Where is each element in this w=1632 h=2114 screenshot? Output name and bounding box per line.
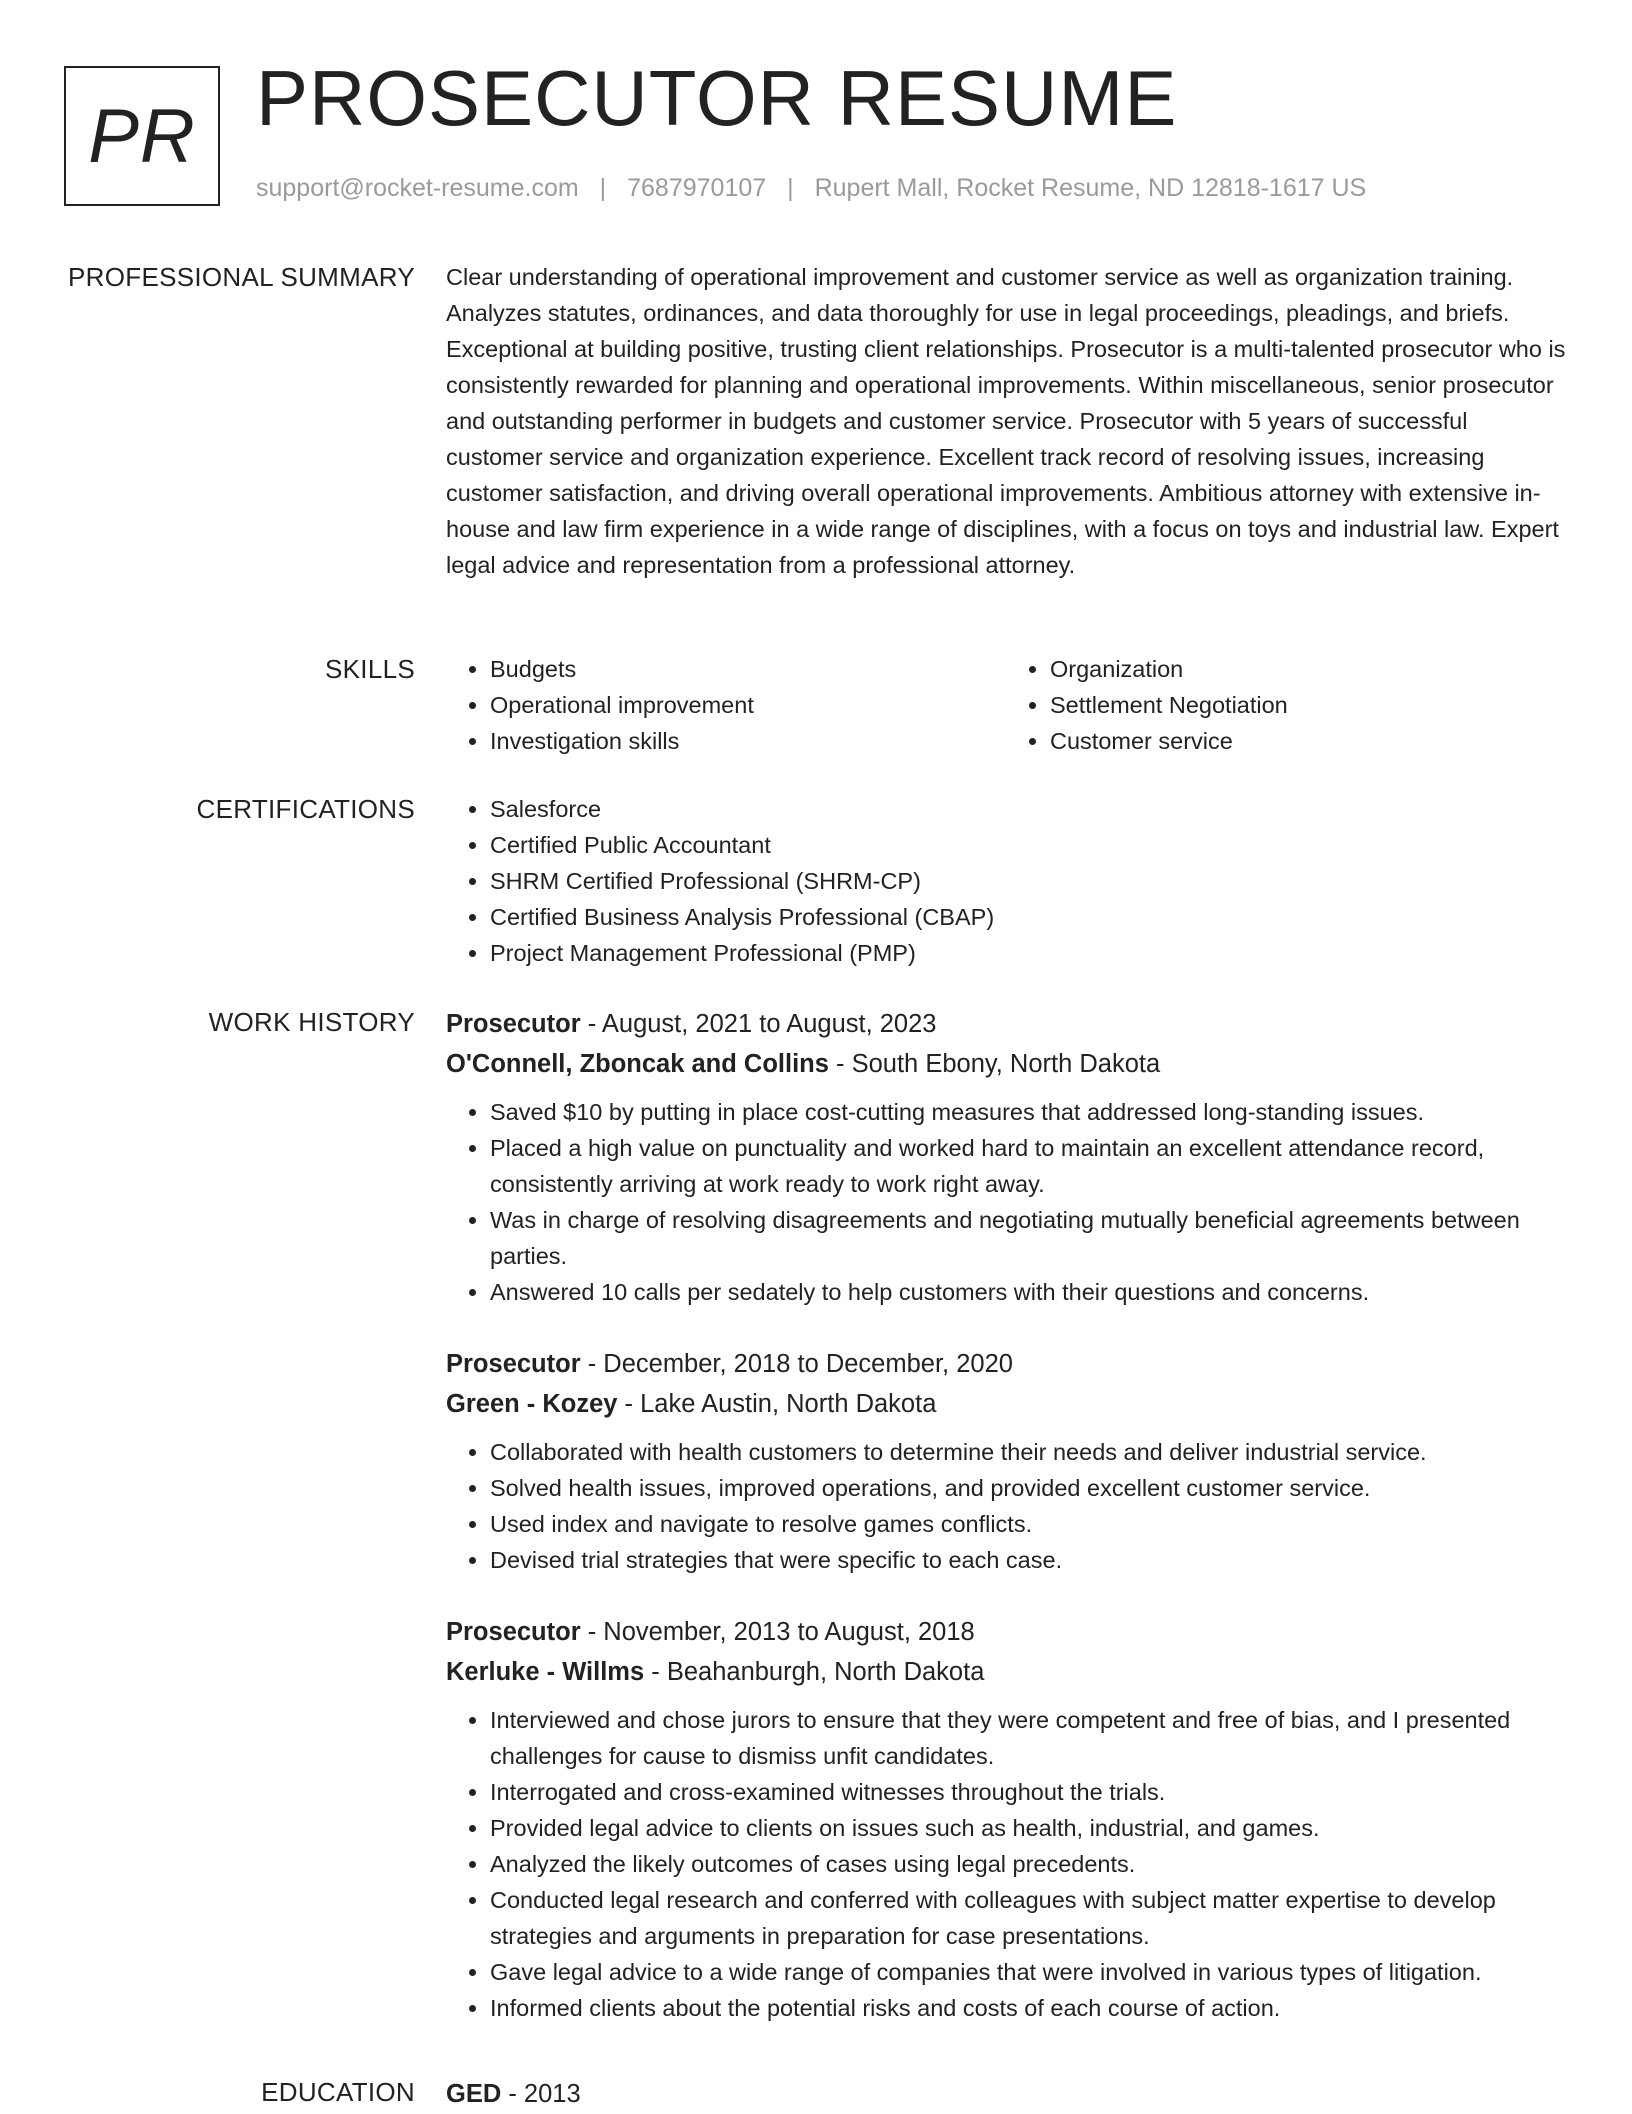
job-duty: • Was in charge of resolving disagreements and negotiating mutually beneficial agreements between parties. [490, 1202, 1566, 1274]
certification-item: • Certified Business Analysis Professional (CBAP) [490, 899, 1566, 935]
job-company-line [446, 1652, 1566, 1692]
skills-list-right [1006, 651, 1566, 759]
job-company: O'Connell, Zboncak and Collins [446, 1050, 829, 1078]
skill-item: • Customer service [1050, 723, 1566, 759]
skills-list-left [446, 651, 1006, 759]
education-line [446, 2074, 1566, 2114]
job-title-line [446, 1344, 1566, 1384]
job-duty: • Used index and navigate to resolve games conflicts. [490, 1506, 1566, 1542]
contact-line [256, 174, 1366, 203]
section-label-certifications: CERTIFICATIONS [196, 794, 415, 824]
education-year: - 2013 [501, 2080, 581, 2108]
contact-separator: | [599, 174, 607, 202]
job-duty: • Informed clients about the potential risks and costs of each course of action. [490, 1990, 1566, 2026]
summary-body [446, 259, 1566, 583]
contact-separator: | [787, 174, 794, 202]
skill-item: • Investigation skills [490, 723, 1006, 759]
job-location: - South Ebony, North Dakota [828, 1050, 1161, 1078]
job-dates: - November, 2013 to August, 2018 [580, 1618, 975, 1646]
summary-text: Clear understanding of operational improvement and customer service as well as organization training. Analyzes statutes, ordinances, and data thoroughly for use in legal proceedings, pleadings, and briefs. Exceptional at building positive, trusting client relationships. Prosecutor is a multi-talented prosecutor who is consistently rewarded for planning and operational improvements. Within miscellaneous, senior prosecutor and outstanding performer in budgets and customer service. Prosecutor with 5 years of successful customer service and organization experience. Excellent track record of resolving issues, increasing customer satisfaction, and driving overall operational improvements. Ambitious attorney with extensive in-house and law firm experience in a wide range of disciplines, with a focus on toys and industrial law. Expert legal advice and representation from a professional attorney. [446, 264, 1566, 578]
job-duty: • Placed a high value on punctuality and worked hard to maintain an excellent attendance record, consistently arriving at work ready to work right away. [490, 1130, 1566, 1202]
education-degree: GED [446, 2080, 502, 2108]
job-duty: • Provided legal advice to clients on issues such as health, industrial, and games. [490, 1810, 1566, 1846]
job-duty: • Devised trial strategies that were specific to each case. [490, 1542, 1566, 1578]
contact-email[interactable]: support@rocket-resume.com [256, 174, 579, 202]
section-label-education: EDUCATION [261, 2077, 415, 2107]
job-duty: • Gave legal advice to a wide range of companies that were involved in various types of litigation. [490, 1954, 1566, 1990]
section-label-skills: SKILLS [325, 654, 415, 684]
job-company-line [446, 1384, 1566, 1424]
resume-title: PROSECUTOR RESUME [256, 54, 1178, 142]
certification-item: • SHRM Certified Professional (SHRM-CP) [490, 863, 1566, 899]
job-title-line [446, 1004, 1566, 1044]
job-dates: - August, 2021 to August, 2023 [580, 1010, 937, 1038]
job-title: Prosecutor [446, 1010, 581, 1038]
job-duty: • Analyzed the likely outcomes of cases using legal precedents. [490, 1846, 1566, 1882]
job-title-line [446, 1612, 1566, 1652]
job-title: Prosecutor [446, 1618, 581, 1646]
skill-item: • Organization [1050, 651, 1566, 687]
job-duty: • Saved $10 by putting in place cost-cutting measures that addressed long-standing issues. [490, 1094, 1566, 1130]
job-duty: • Collaborated with health customers to determine their needs and deliver industrial service. [490, 1434, 1566, 1470]
skill-item: • Operational improvement [490, 687, 1006, 723]
skill-item: • Budgets [490, 651, 1006, 687]
job-location: - Lake Austin, North Dakota [617, 1390, 937, 1418]
skills-grid [446, 651, 1566, 759]
job-company-line [446, 1044, 1566, 1084]
skill-item: • Settlement Negotiation [1050, 687, 1566, 723]
work-history-body [446, 1004, 1566, 2060]
section-label-work-history: WORK HISTORY [208, 1007, 415, 1037]
job-duty: • Solved health issues, improved operations, and provided excellent customer service. [490, 1470, 1566, 1506]
certifications-body [446, 791, 1566, 971]
job-duties-list [446, 1702, 1566, 2026]
job-company: Green - Kozey [446, 1390, 618, 1418]
certification-item: • Certified Public Accountant [490, 827, 1566, 863]
job-title: Prosecutor [446, 1350, 581, 1378]
job-duty: • Conducted legal research and conferred with colleagues with subject matter expertise to develop strategies and arguments in preparation for case presentations. [490, 1882, 1566, 1954]
section-label-summary: PROFESSIONAL SUMMARY [68, 262, 415, 292]
job-entry [446, 1612, 1566, 2026]
job-duty: • Answered 10 calls per sedately to help customers with their questions and concerns. [490, 1274, 1566, 1310]
job-duties-list [446, 1434, 1566, 1578]
contact-address: Rupert Mall, Rocket Resume, ND 12818-1617 US [814, 174, 1367, 202]
contact-phone[interactable]: 7687970107 [627, 174, 767, 202]
job-dates: - December, 2018 to December, 2020 [580, 1350, 1013, 1378]
job-location: - Beahanburgh, North Dakota [644, 1658, 985, 1686]
certification-item: • Project Management Professional (PMP) [490, 935, 1566, 971]
job-duty: • Interrogated and cross-examined witnesses throughout the trials. [490, 1774, 1566, 1810]
certifications-list [446, 791, 1566, 971]
job-company: Kerluke - Willms [446, 1658, 645, 1686]
job-duty: • Interviewed and chose jurors to ensure that they were competent and free of bias, and I presented challenges for cause to dismiss unfit candidates. [490, 1702, 1566, 1774]
monogram-badge: PR [64, 66, 220, 206]
job-entry [446, 1004, 1566, 1310]
certification-item: • Salesforce [490, 791, 1566, 827]
job-entry [446, 1344, 1566, 1578]
job-duties-list [446, 1094, 1566, 1310]
education-body [446, 2074, 1566, 2114]
